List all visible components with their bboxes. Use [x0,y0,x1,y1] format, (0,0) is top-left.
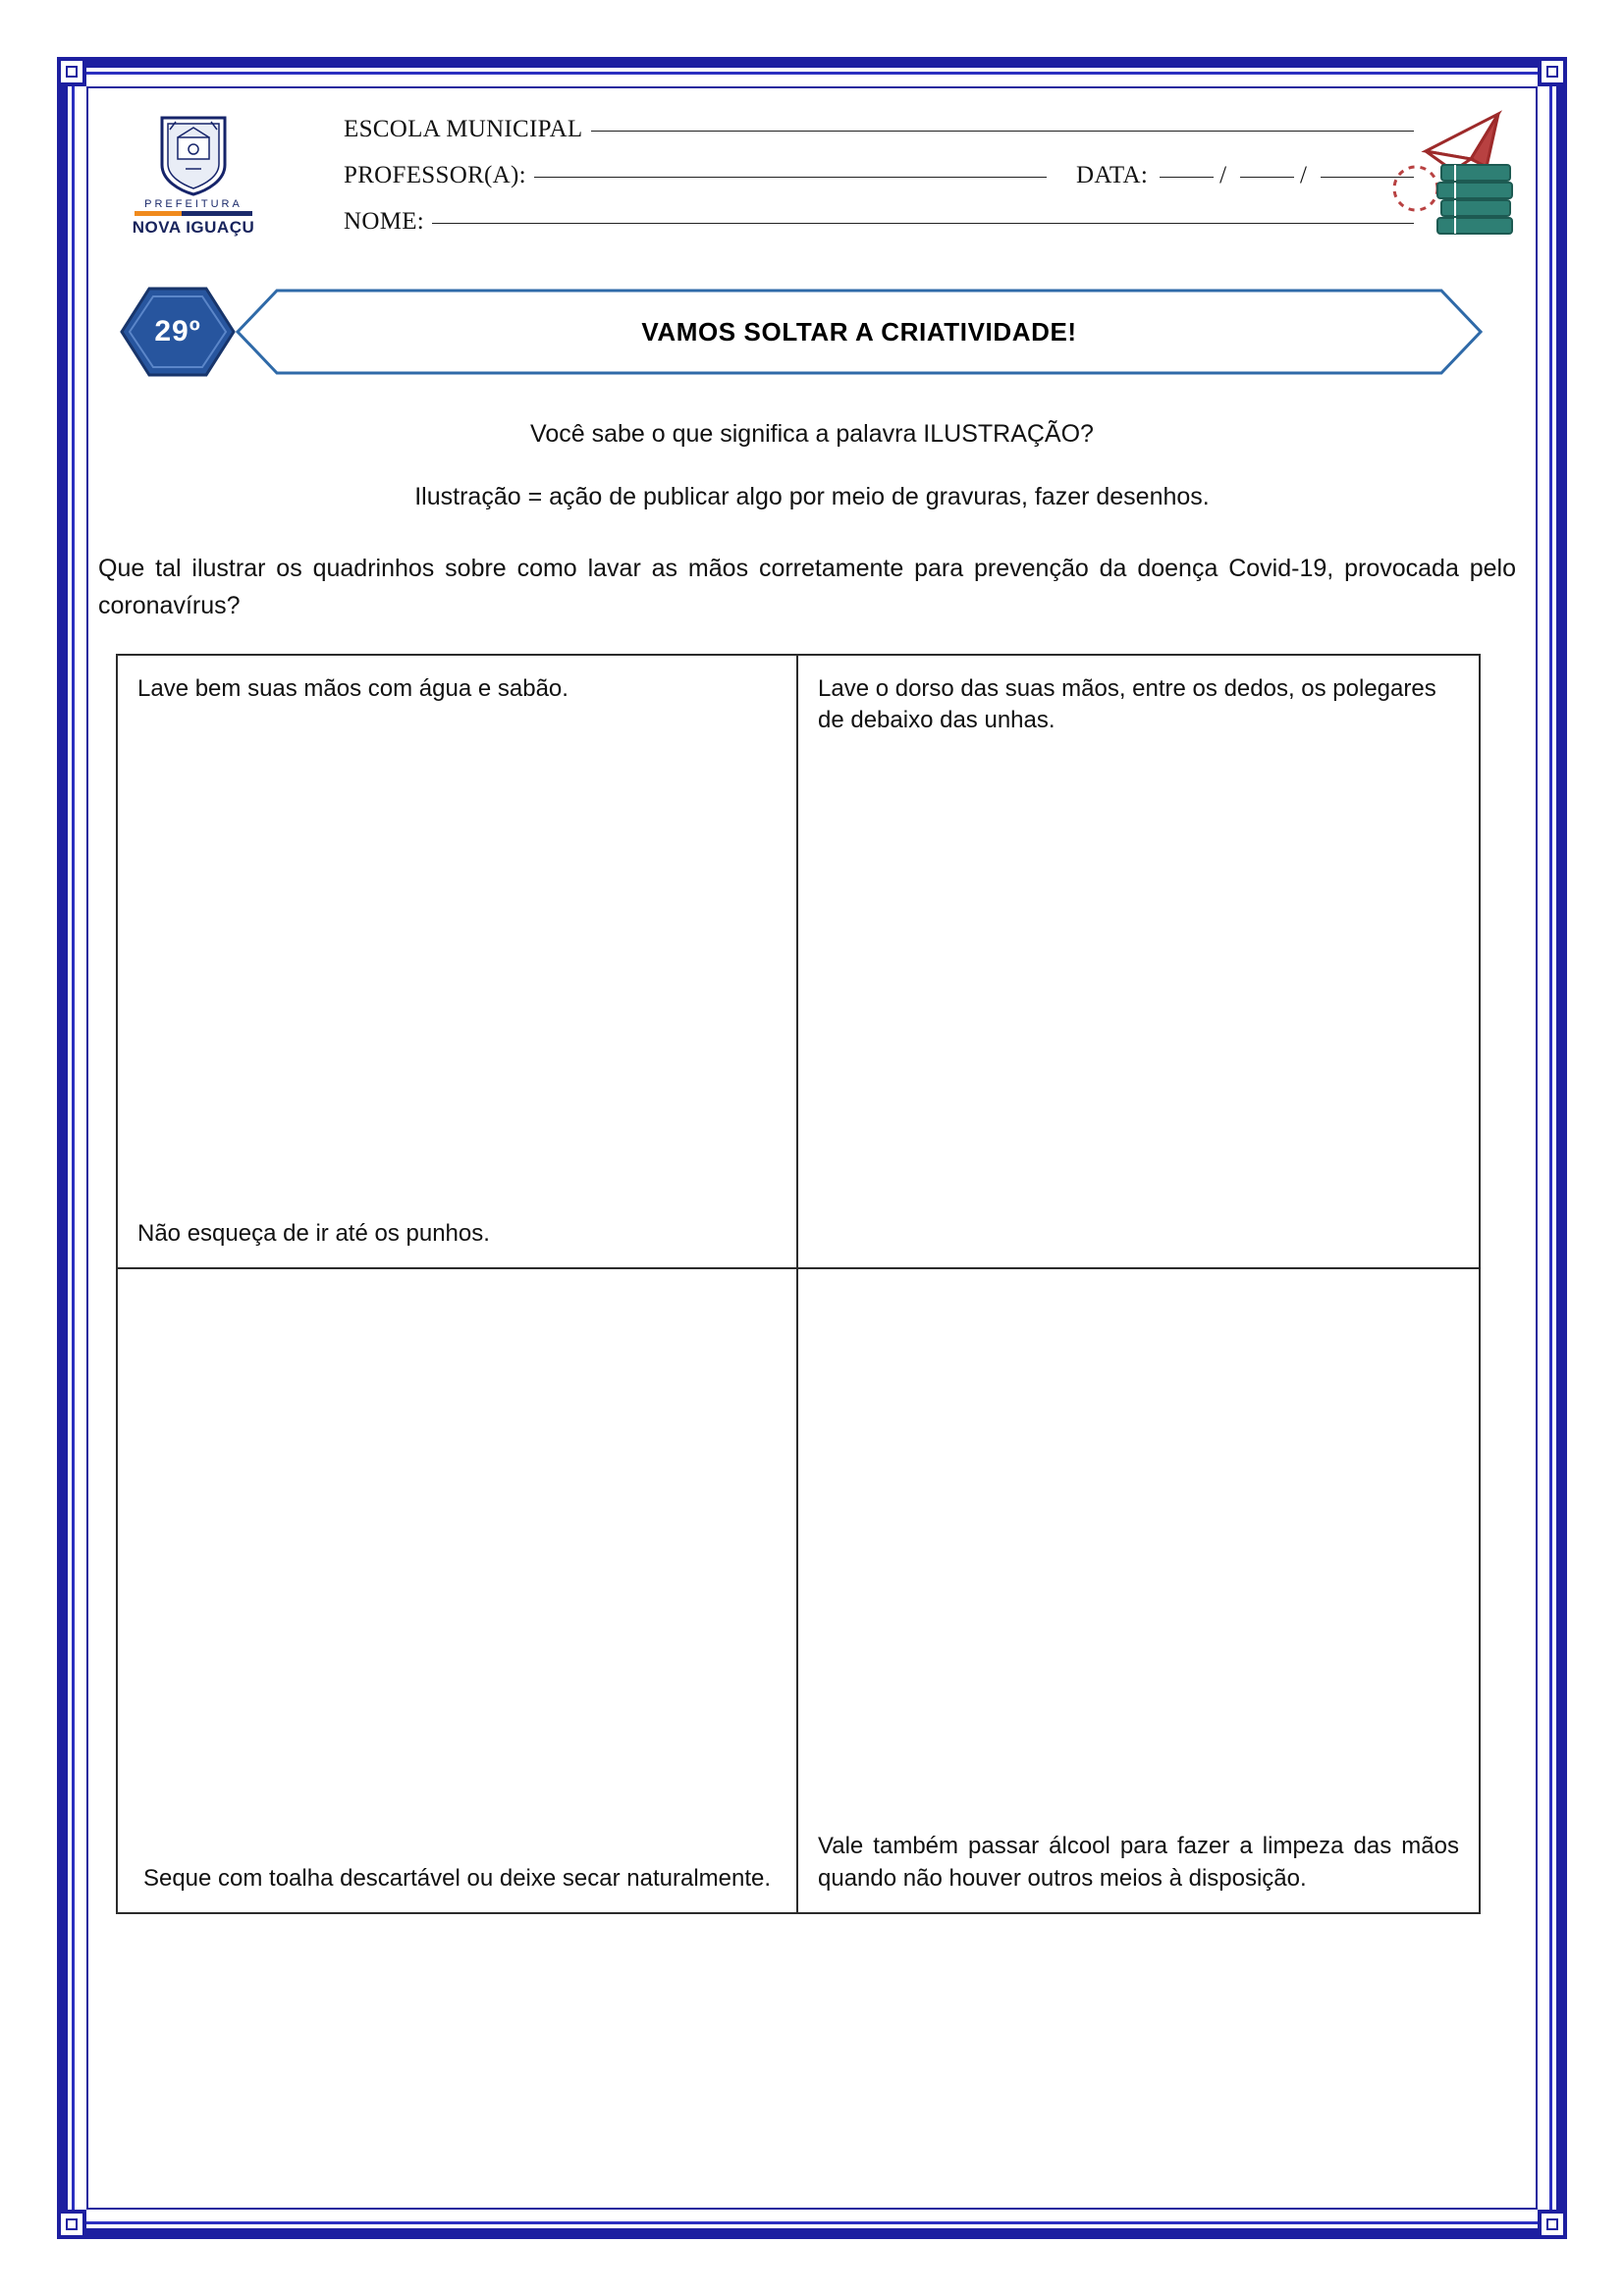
document-header [98,98,1526,273]
corner-ornament-top-right [1538,57,1567,86]
comic-grid [116,654,1481,1914]
brand-color-bar [135,211,252,216]
field-row-school [344,116,1414,162]
school-label: ESCOLA MUNICIPAL [344,116,583,142]
teacher-input-line[interactable] [534,177,1047,178]
date-slash-1: / [1219,162,1227,188]
panel-4-bottom-caption: Vale também passar álcool para fazer a limpeza das mãos quando não houver outros meios à disposição. [818,1833,1459,1892]
comic-panel-3[interactable] [118,1269,798,1912]
panel-2-top-caption: Lave o dorso das suas mãos, entre os dedos, os polegares de debaixo das unhas. [818,675,1436,734]
banner-title: VAMOS SOLTAR A CRIATIVIDADE! [641,316,1077,347]
panel-3-bottom-caption: Seque com toalha descartável ou deixe secar naturalmente. [142,1864,772,1892]
header-artwork [1365,106,1522,243]
corner-ornament-bottom-left [57,2210,86,2239]
comic-panel-4[interactable] [798,1269,1479,1912]
date-day-line[interactable] [1160,177,1214,178]
section-banner [98,277,1526,383]
field-row-name [344,208,1414,254]
panel-1-bottom-caption: Não esqueça de ir até os punhos. [137,1219,490,1247]
date-label: DATA: [1075,162,1149,188]
books-stack-icon [1437,165,1512,234]
header-fields [344,116,1414,254]
date-month-line[interactable] [1240,177,1294,178]
school-input-line[interactable] [591,131,1415,132]
teacher-label: PROFESSOR(A): [344,162,526,188]
name-label: NOME: [344,208,425,235]
comic-panel-2[interactable] [798,656,1479,1269]
banner-shape [236,289,1483,375]
intro-question: Você sabe o que significa a palavra ILUSTRAÇÃO? [530,420,1094,448]
intro-task: Que tal ilustrar os quadrinhos sobre como lavar as mãos corretamente para prevenção da doença Covid-19, provocada pelo coronavírus? [98,555,1516,619]
corner-ornament-bottom-right [1538,2210,1567,2239]
brand-city-name: NOVA IGUAÇU [132,218,255,237]
page-content [98,98,1526,2198]
name-input-line[interactable] [432,223,1414,224]
intro-definition: Ilustração = ação de publicar algo por meio de gravuras, fazer desenhos. [414,482,1210,510]
coat-of-arms-icon [156,112,231,196]
brand-top-text: PREFEITURA [144,198,243,210]
date-group [1076,162,1414,189]
school-brand [120,112,267,238]
intro-block [98,416,1526,624]
dashed-circle-icon [1394,167,1437,210]
corner-ornament-top-left [57,57,86,86]
lesson-number-label: 29º [154,315,201,347]
field-row-teacher-date [344,162,1414,208]
date-slash-2: / [1300,162,1307,188]
lesson-number-hexagon [120,287,236,377]
panel-1-top-caption: Lave bem suas mãos com água e sabão. [137,675,568,702]
paper-plane-icon [1426,114,1498,171]
comic-panel-1[interactable] [118,656,798,1269]
